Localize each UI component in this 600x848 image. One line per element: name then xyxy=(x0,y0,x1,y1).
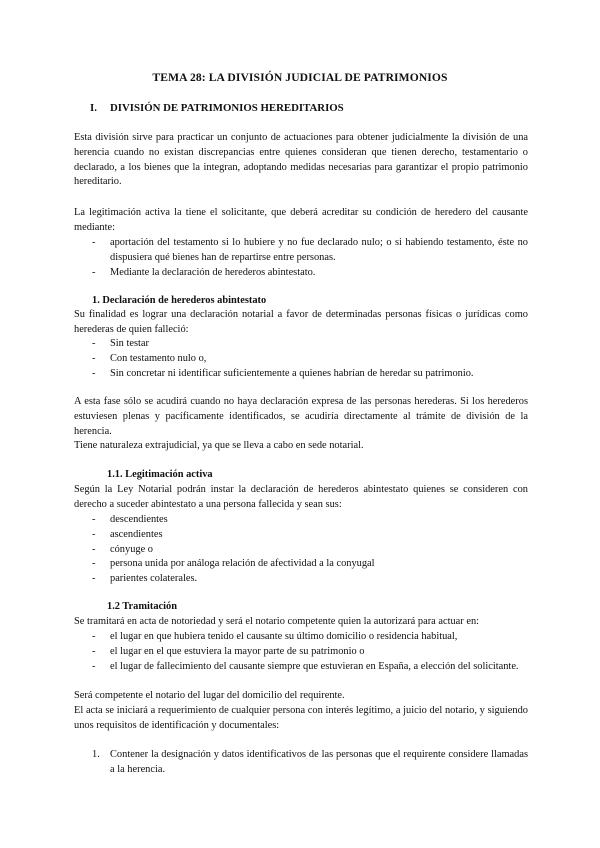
page-title: TEMA 28: LA DIVISIÓN JUDICIAL DE PATRIMONIOS xyxy=(152,71,448,84)
naturaleza-line: Tiene naturaleza extrajudicial, ya que se lleva a cabo en sede notarial. xyxy=(74,440,364,451)
section-intro-paragraph: Esta división sirve para practicar un conjunto de actuaciones para obtener judicialmente la división de una herencia cuando no existan discrepancias entre quienes consideran que tienen derecho, testamentario o declarado, a los bienes que la integran, adoptando medidas necesarias para garantizar el propio patrimonio hereditario. xyxy=(74,132,528,188)
legitimacion-activa-paragraph: Según la Ley Notarial podrán instar la declaración de herederos abintestato quienes se consideren con derecho a suceder abintestato a una persona fallecida y sean sus: xyxy=(74,484,528,510)
subsection-heading-legitimacion: 1.1. Legitimación activa xyxy=(107,469,213,480)
list-item: - parientes colaterales. xyxy=(92,572,528,587)
list-item: - el lugar de fallecimiento del causante siempre que estuvieran en España, a elección del solicitante. xyxy=(92,660,528,675)
list-item: - Mediante la declaración de herederos abintestato. xyxy=(92,266,528,281)
tramitacion-intro-line: Se tramitará en acta de notoriedad y será el notario competente quien la autorizará para actuar en: xyxy=(74,616,480,627)
list-item: - Con testamento nulo o, xyxy=(92,352,528,367)
requisitos-list-item xyxy=(92,748,528,778)
legitimacion-paragraph: La legitimación activa la tiene el solicitante, que deberá acreditar su condición de heredero del causante mediante: xyxy=(74,207,528,233)
parientes-list xyxy=(92,513,528,587)
subsection-heading-declaracion: 1. Declaración de herederos abintestato xyxy=(92,295,267,306)
acta-paragraph: El acta se iniciará a requerimiento de cualquier persona con interés legítimo, a juicio del notario, y siguiendo unos requisitos de identificación y documentales: xyxy=(74,705,528,731)
list-item: - Sin concretar ni identificar suficientemente a quienes habrían de heredar su patrimonio. xyxy=(92,367,528,382)
list-item: - aportación del testamento si lo hubiere y no fue declarado nulo; o si habiendo testamento, éste no dispusiera qué bienes han de repartirse entre personas. xyxy=(92,236,528,266)
tramitacion-list xyxy=(92,630,528,674)
declaracion-list xyxy=(92,337,528,381)
legitimacion-list xyxy=(92,236,528,280)
list-item: - descendientes xyxy=(92,513,528,528)
list-item: - Sin testar xyxy=(92,337,528,352)
fase-paragraph: A esta fase sólo se acudirá cuando no haya declaración expresa de las personas herederas. Si los herederos estuviesen plenas y pacíficamente identificados, se acudiría directamente al trámite de división de la herencia. xyxy=(74,396,528,437)
section-number: I. xyxy=(90,102,97,114)
list-item: - persona unida por análoga relación de afectividad a la conyugal xyxy=(92,557,528,572)
section-heading-text: DIVISIÓN DE PATRIMONIOS HEREDITARIOS xyxy=(110,102,344,114)
list-number: 1. xyxy=(92,749,100,760)
list-item: - cónyuge o xyxy=(92,543,528,558)
competente-line: Será competente el notario del lugar del domicilio del requirente. xyxy=(74,690,345,701)
subsection-heading-tramitacion: 1.2 Tramitación xyxy=(107,601,178,612)
list-item: - ascendientes xyxy=(92,528,528,543)
declaracion-intro-paragraph: Su finalidad es lograr una declaración notarial a favor de determinadas personas físicas o jurídicas como herederas de quien falleció: xyxy=(74,309,528,335)
list-item-text: Contener la designación y datos identificativos de las personas que el requirente considere llamadas a la herencia. xyxy=(110,749,528,775)
list-item: - el lugar en que hubiera tenido el causante su último domicilio o residencia habitual, xyxy=(92,630,528,645)
section-heading xyxy=(90,102,344,114)
list-item: - el lugar en el que estuviera la mayor parte de su patrimonio o xyxy=(92,645,528,660)
